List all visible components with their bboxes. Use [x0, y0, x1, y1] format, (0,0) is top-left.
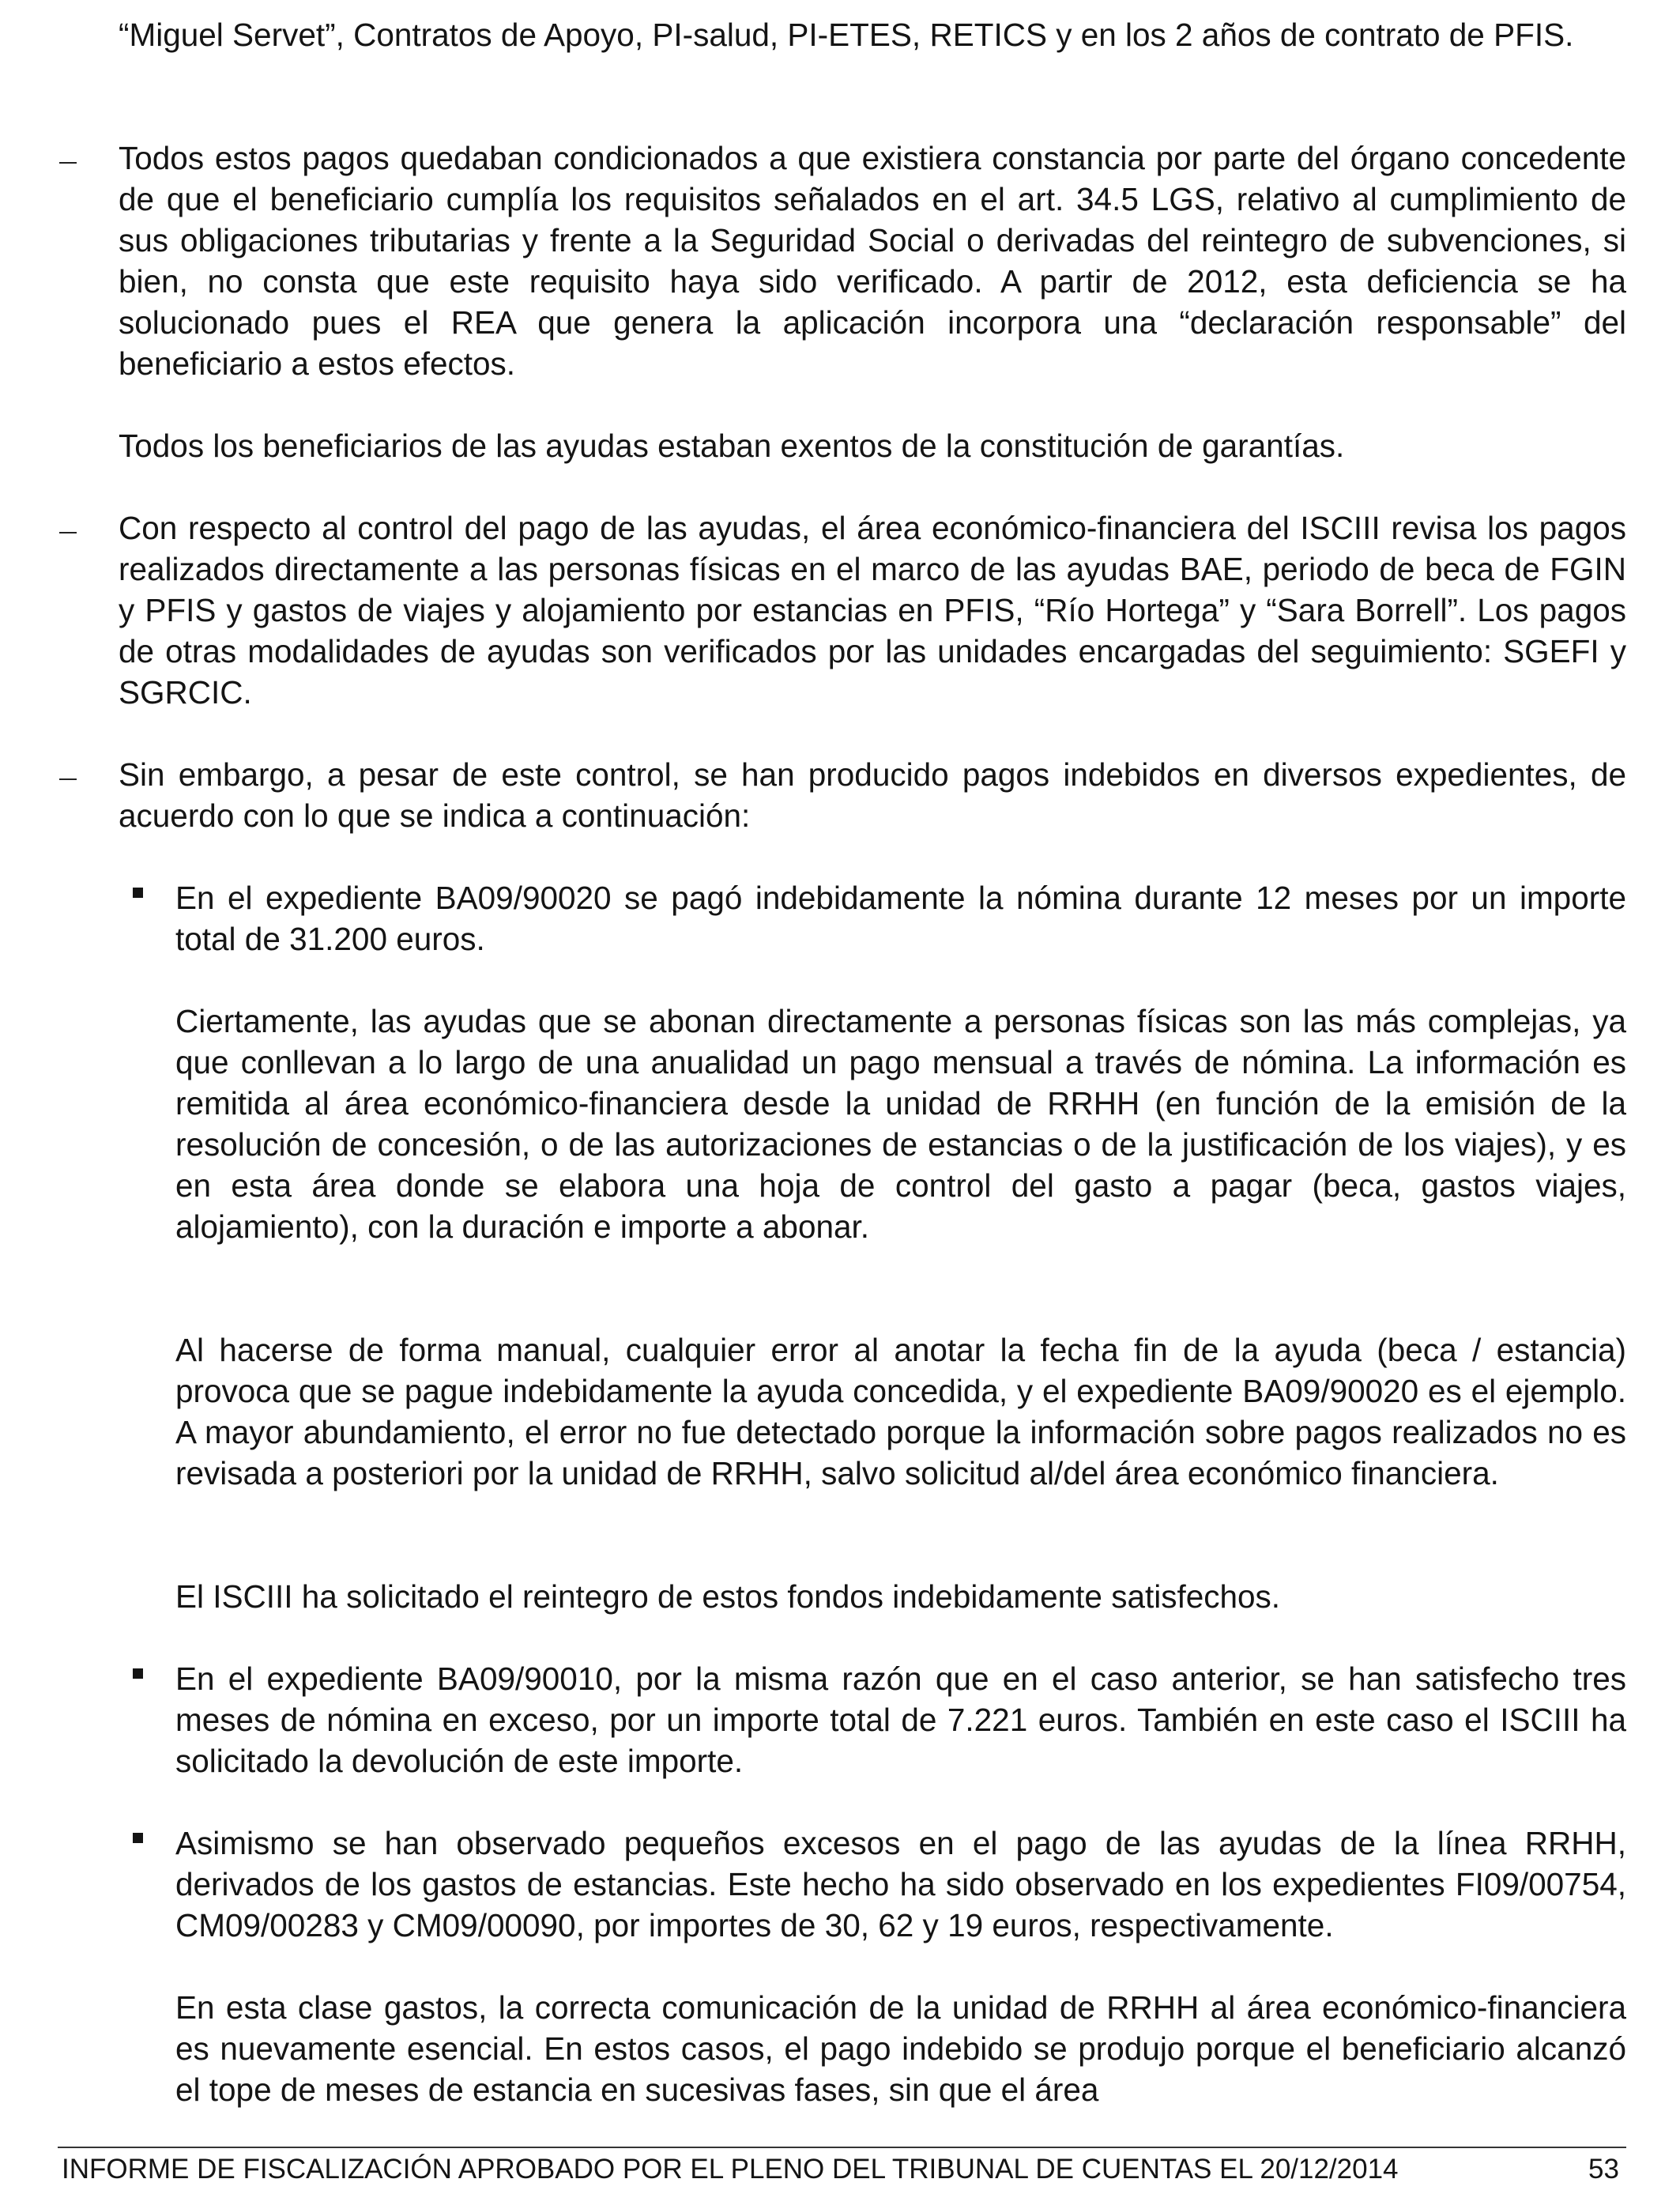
paragraph-reimbursement: El ISCIII ha solicitado el reintegro de estos fondos indebidamente satisfechos.: [175, 1578, 1281, 1615]
bullet-item-ba0990020: En el expediente BA09/90020 se pagó indebidamente la nómina durante 12 meses por un importe total de 31.200 euros.: [175, 880, 1626, 957]
paragraph-communication: En esta clase gastos, la correcta comunicación de la unidad de RRHH al área económico-financiera es nuevamente esencial. En estos casos, el pago indebido se produjo porque el beneficiario alcanzó el tope de meses de estancia en sucesivas fases, sin que el área: [175, 1989, 1626, 2108]
square-bullet-icon: [133, 888, 143, 898]
square-bullet-icon: [133, 1833, 143, 1843]
footer-report-title: INFORME DE FISCALIZACIÓN APROBADO POR EL PLENO DEL TRIBUNAL DE CUENTAS EL 20/12/2014: [62, 2154, 1399, 2185]
paragraph-payment-control: Con respecto al control del pago de las ayudas, el área económico-financiera del ISCIII revisa los pagos realizados directamente a las personas físicas en el marco de las ayudas BAE, periodo de beca de FGIN y PFIS y gastos de viajes y alojamiento por estancias en PFIS, “Río Hortega” y “Sara Borrell”. Los pagos de otras modalidades de ayudas son verificados por las unidades encargadas del seguimiento: SGEFI y SGRCIC.: [119, 510, 1626, 711]
bullet-item-ba0990010: En el expediente BA09/90010, por la misma razón que en el caso anterior, se han satisfecho tres meses de nómina en exceso, por un importe total de 7.221 euros. También en este caso el ISCIII ha solicitado la devolución de este importe.: [175, 1661, 1626, 1779]
paragraph-payment-conditions: Todos estos pagos quedaban condicionados a que existiera constancia por parte del órgano concedente de que el beneficiario cumplía los requisitos señalados en el art. 34.5 LGS, relativo al cumplimiento de sus obligaciones tributarias y frente a la Seguridad Social o derivadas del reintegro de subvenciones, si bien, no consta que este requisito haya sido verificado. A partir de 2012, esta deficiencia se ha solucionado pues el REA que genera la aplicación incorpora una “declaración responsable” del beneficiario a estos efectos.: [119, 140, 1626, 382]
page-number: 53: [1588, 2154, 1619, 2185]
paragraph-complexity: Ciertamente, las ayudas que se abonan directamente a personas físicas son las más complejas, ya que conllevan a lo largo de una anualidad un pago mensual a través de nómina. La información es remitida al área económico-financiera desde la unidad de RRHH (en función de la emisión de la resolución de concesión, o de las autorizaciones de estancias o de la justificación de los viajes), y es en esta área donde se elabora una hoja de control del gasto a pagar (beca, gastos viajes, alojamiento), con la duración e importe a abonar.: [175, 1003, 1626, 1245]
dash-bullet-icon: [59, 532, 77, 533]
paragraph-manual-error: Al hacerse de forma manual, cualquier error al anotar la fecha fin de la ayuda (beca / estancia) provoca que se pague indebidamente la ayuda concedida, y el expediente BA09/90020 es el ejemplo. A mayor abundamiento, el error no fue detectado porque la información sobre pagos realizados no es revisada a posteriori por la unidad de RRHH, salvo solicitud al/del área económico financiera.: [175, 1332, 1626, 1491]
paragraph-guarantees: Todos los beneficiarios de las ayudas estaban exentos de la constitución de garantías.: [119, 428, 1345, 464]
footer-divider: [58, 2147, 1626, 2148]
paragraph-continuation: “Miguel Servet”, Contratos de Apoyo, PI-salud, PI-ETES, RETICS y en los 2 años de contrato de PFIS.: [119, 17, 1574, 53]
bullet-item-small-excesses: Asimismo se han observado pequeños excesos en el pago de las ayudas de la línea RRHH, derivados de los gastos de estancias. Este hecho ha sido observado en los expedientes FI09/00754, CM09/00283 y CM09/00090, por importes de 30, 62 y 19 euros, respectivamente.: [175, 1825, 1626, 1943]
paragraph-undue-payments: Sin embargo, a pesar de este control, se han producido pagos indebidos en diversos expedientes, de acuerdo con lo que se indica a continuación:: [119, 756, 1626, 834]
dash-bullet-icon: [59, 162, 77, 164]
square-bullet-icon: [133, 1668, 143, 1679]
dash-bullet-icon: [59, 778, 77, 780]
